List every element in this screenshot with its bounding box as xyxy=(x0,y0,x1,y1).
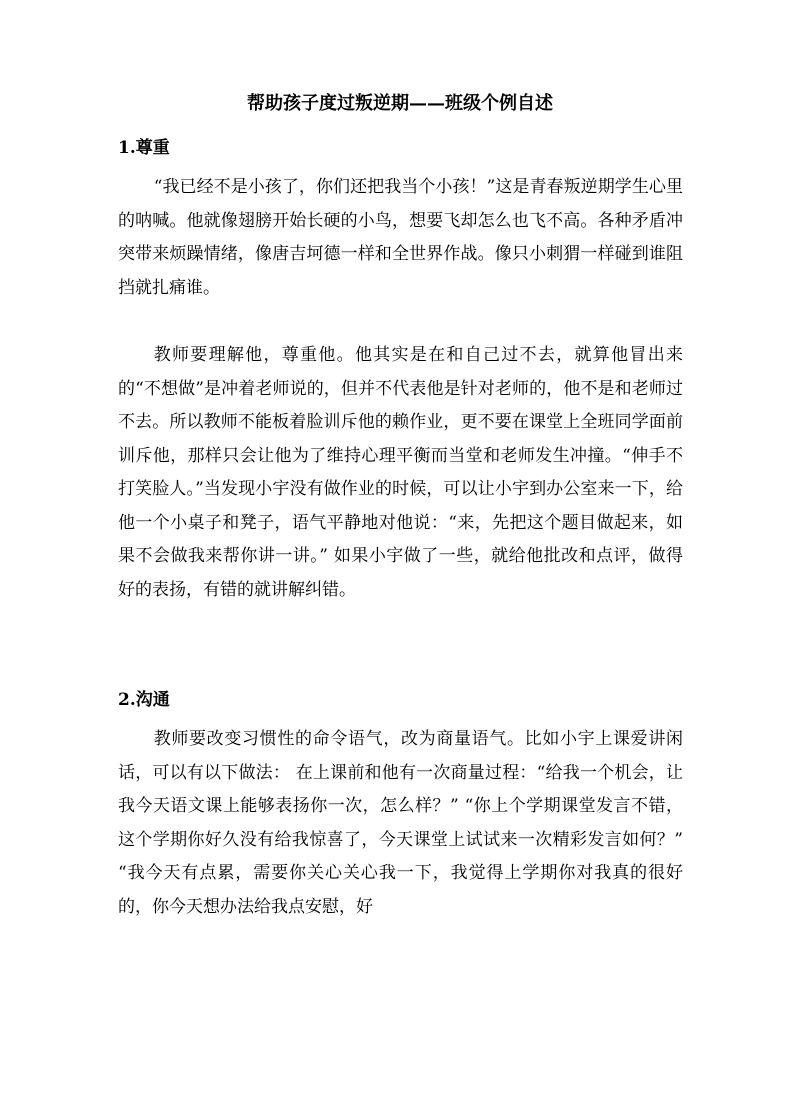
document-title: 帮助孩子度过叛逆期——班级个例自述 xyxy=(247,93,553,114)
paragraph-communication-1: 教师要改变习惯性的命令语气，改为商量语气。比如小宇上课爱讲闲话，可以有以下做法： 在上课前和他有一次商量过程：“给我一个机会，让我今天语文课上能够表扬你一次，怎么样？” “你上个学期课堂发言不错，这个学期你好久没有给我惊喜了，今天课堂上试试来一次精彩发言如何？” “我今天有点累，需要你关心关心我一下，我觉得上学期你对我真的很好的，你今天想办法给我点安慰，好 xyxy=(118,729,683,917)
section-heading-respect: 1.尊重 xyxy=(118,138,170,158)
paragraph-respect-1: “我已经不是小孩了，你们还把我当个小孩！”这是青春叛逆期学生心里的呐喊。他就像翅膀开始长硬的小鸟，想要飞却怎么也飞不高。各种矛盾冲突带来烦躁情绪，像唐吉坷德一样和全世界作战。像只小刺猬一样碰到谁阻挡就扎痛谁。 xyxy=(118,177,683,298)
paragraph-respect-2: 教师要理解他，尊重他。他其实是在和自己过不去，就算他冒出来的“不想做”是冲着老师说的，但并不代表他是针对老师的，他不是和老师过不去。所以教师不能板着脸训斥他的赖作业，更不要在课堂上全班同学面前训斥他，那样只会让他为了维持心理平衡而当堂和老师发生冲撞。“伸手不打笑脸人。”当发现小宇没有做作业的时候，可以让小宇到办公室来一下，给他一个小桌子和凳子，语气平静地对他说：“来，先把这个题目做起来，如果不会做我来帮你讲一讲。” 如果小宇做了一些，就给他批改和点评，做得好的表扬，有错的就讲解纠错。 xyxy=(118,345,683,600)
section-heading-communication: 2.沟通 xyxy=(118,690,170,710)
